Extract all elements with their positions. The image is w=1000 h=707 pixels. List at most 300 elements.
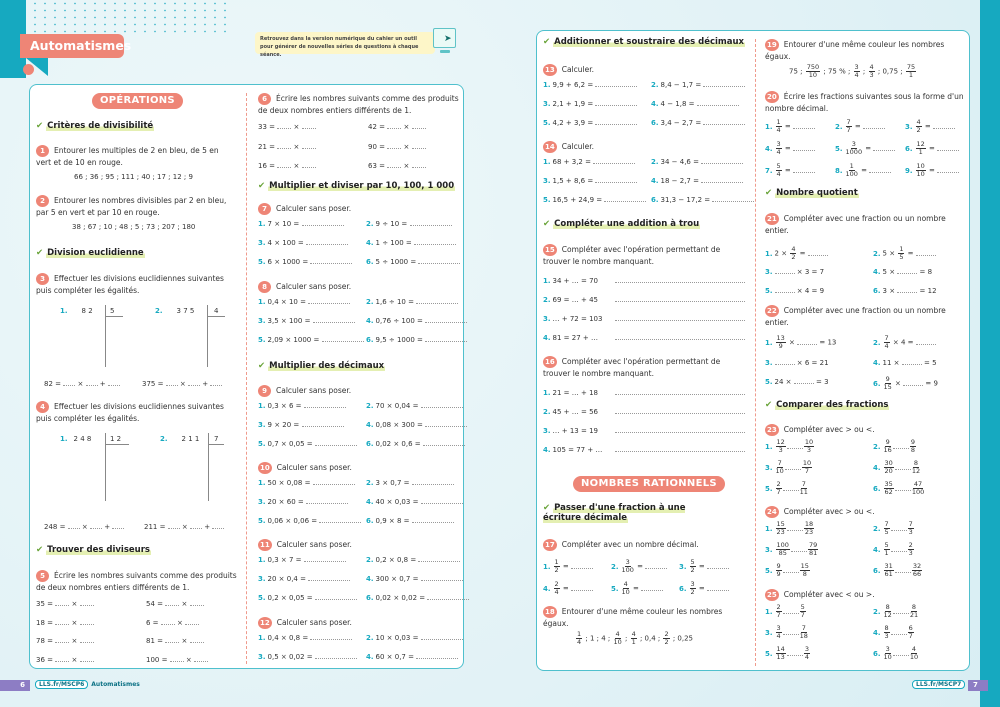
calc-item: 3. 0,5 × 0,02 = bbox=[258, 653, 357, 661]
answer-blank[interactable] bbox=[190, 642, 204, 643]
fraction: $\frac{7}{3}$ bbox=[908, 520, 913, 536]
exercise-number: 18 bbox=[545, 608, 555, 616]
category-operations: OPÉRATIONS bbox=[92, 93, 183, 109]
answer-blank[interactable] bbox=[315, 599, 357, 600]
calc-item: 1. 0,3 × 6 = bbox=[258, 402, 346, 410]
answer-blank[interactable] bbox=[712, 201, 754, 202]
answer-blank[interactable] bbox=[903, 385, 923, 386]
section-fracdec: ✔ Passer d'une fraction à une écriture décimale bbox=[543, 503, 686, 523]
fraction: $\frac{7}{5}$ bbox=[884, 520, 889, 536]
cursor-icon: ➤ bbox=[444, 34, 452, 44]
section-mult10: ✔ Multiplier et diviser par 10, 100, 1 000 bbox=[258, 181, 455, 191]
compare-item: 1. $\frac{2}{7}$ $\frac{5}{7}$ bbox=[765, 603, 805, 619]
compare-item: 5. $\frac{2}{7}$ $\frac{7}{11}$ bbox=[765, 480, 808, 496]
answer-blank[interactable] bbox=[161, 624, 175, 625]
answer-blank[interactable] bbox=[615, 451, 745, 452]
answer-blank[interactable] bbox=[783, 572, 799, 573]
check-icon: ✔ bbox=[36, 121, 44, 131]
fraction: $\frac{4}{2}$ bbox=[916, 118, 921, 134]
exercise-13: 13 Calculer. bbox=[545, 65, 595, 74]
check-icon: ✔ bbox=[543, 503, 551, 513]
answer-blank[interactable] bbox=[63, 385, 75, 386]
exercise-number: 1 bbox=[36, 145, 49, 157]
answer-blank[interactable] bbox=[412, 522, 454, 523]
calc-item: 6. 3,4 − 2,7 = bbox=[651, 119, 745, 127]
exercise-18: 18 Entourer d'une même couleur les nombres égaux. bbox=[543, 607, 723, 628]
division-bar bbox=[207, 305, 208, 367]
calc-item: 4. 40 × 0,03 = bbox=[366, 498, 463, 506]
answer-blank[interactable] bbox=[595, 86, 637, 87]
exercise-2-list: 38 ; 67 ; 10 ; 48 ; 5 ; 73 ; 207 ; 180 bbox=[72, 223, 196, 231]
exercise-1: 1 Entourer les multiples de 2 en bleu, de 5 en vert et de 10 en rouge. bbox=[36, 146, 219, 167]
calc-item: 6. 31,3 − 17,2 = bbox=[651, 196, 754, 204]
product-item: 78 = × bbox=[36, 637, 94, 645]
product-item: 35 = × bbox=[36, 600, 94, 608]
product-item: 63 = × bbox=[368, 162, 426, 170]
calc-item: 1. 9,9 + 6,2 = bbox=[543, 81, 637, 89]
calc-item: 2. 70 × 0,04 = bbox=[366, 402, 463, 410]
exercise-number: 20 bbox=[767, 93, 777, 101]
calc-item: 1. 7 × 10 = bbox=[258, 220, 344, 228]
exercise-number: 25 bbox=[767, 591, 777, 599]
exercise-23: 23 Compléter avec > ou <. bbox=[767, 425, 875, 434]
answer-blank[interactable] bbox=[414, 244, 456, 245]
ex22-item: 1. $\frac{13}{9}$ × = 13 bbox=[765, 334, 837, 350]
answer-blank[interactable] bbox=[791, 551, 807, 552]
answer-blank[interactable] bbox=[897, 292, 917, 293]
answer-blank[interactable] bbox=[797, 344, 817, 345]
compare-item: 5. $\frac{9}{9}$ $\frac{15}{8}$ bbox=[765, 562, 809, 578]
answer-blank[interactable] bbox=[891, 551, 907, 552]
fraction: $\frac{12}{3}$ bbox=[776, 438, 785, 454]
answer-blank[interactable] bbox=[703, 86, 745, 87]
exercise-number: 21 bbox=[767, 215, 777, 223]
answer-blank[interactable] bbox=[595, 182, 637, 183]
answer-blank[interactable] bbox=[387, 148, 401, 149]
answer-blank[interactable] bbox=[701, 163, 743, 164]
answer-blank[interactable] bbox=[793, 128, 815, 129]
answer-blank[interactable] bbox=[302, 426, 344, 427]
trou-item: 4. 81 = 27 + … bbox=[543, 334, 745, 342]
answer-blank[interactable] bbox=[916, 255, 936, 256]
fraction: $\frac{4}{10}$ bbox=[909, 645, 919, 661]
answer-blank[interactable] bbox=[703, 124, 745, 125]
answer-blank[interactable] bbox=[893, 613, 909, 614]
answer-blank[interactable] bbox=[873, 150, 895, 151]
answer-blank[interactable] bbox=[595, 105, 637, 106]
exercise-number: 15 bbox=[545, 246, 555, 254]
section-euclid: ✔ Division euclidienne bbox=[36, 248, 144, 258]
calc-item: 2. 10 × 0,03 = bbox=[366, 634, 463, 642]
answer-blank[interactable] bbox=[302, 167, 316, 168]
exercise-15: 15 Compléter avec l'opération permettant de trouver le nombre manquant. bbox=[543, 245, 721, 266]
division-4-1: 1. 2 4 8 bbox=[60, 435, 92, 443]
fraction: $\frac{100}{85}$ bbox=[776, 541, 789, 557]
calc-item: 5. 0,7 × 0,05 = bbox=[258, 440, 357, 448]
answer-blank[interactable] bbox=[306, 503, 348, 504]
answer-blank[interactable] bbox=[412, 128, 426, 129]
compare-item: 3. $\frac{100}{85}$ $\frac{79}{81}$ bbox=[765, 541, 818, 557]
calc-item: 5. 2,09 × 1000 = bbox=[258, 336, 364, 344]
ex22-item: 4. 11 × = 5 bbox=[873, 359, 937, 367]
answer-blank[interactable] bbox=[895, 572, 911, 573]
answer-blank[interactable] bbox=[313, 484, 355, 485]
answer-blank[interactable] bbox=[783, 490, 799, 491]
compare-item: 5. $\frac{14}{13}$ $\frac{3}{4}$ bbox=[765, 645, 809, 661]
trou-item: 3. … + 13 = 19 bbox=[543, 427, 745, 435]
trou-item: 4. 105 = 77 + … bbox=[543, 446, 745, 454]
fraction-item: 4. $\frac{3}{4}$ = bbox=[765, 141, 815, 156]
answer-blank[interactable] bbox=[168, 528, 180, 529]
answer-blank[interactable] bbox=[304, 407, 346, 408]
fraction: $\frac{30}{20}$ bbox=[884, 459, 893, 475]
fraction-item: 1. $\frac{1}{4}$ = bbox=[765, 119, 815, 134]
answer-blank[interactable] bbox=[308, 580, 350, 581]
answer-blank[interactable] bbox=[641, 590, 663, 591]
answer-blank[interactable] bbox=[427, 599, 469, 600]
link-mscp7[interactable]: LLS.fr/MSCP7 bbox=[912, 680, 965, 689]
compare-item: 4. $\frac{8}{3}$ $\frac{6}{7}$ bbox=[873, 624, 913, 640]
fraction: $\frac{14}{13}$ bbox=[776, 645, 785, 661]
column-divider bbox=[246, 93, 247, 664]
exercise-14: 14 Calculer. bbox=[545, 142, 595, 151]
calc-item: 4. 1 ÷ 100 = bbox=[366, 239, 456, 247]
right-page-card bbox=[536, 30, 970, 671]
fraction: $\frac{8}{12}$ bbox=[883, 603, 892, 619]
calc-item: 2. 34 − 4,6 = bbox=[651, 158, 743, 166]
answer-blank[interactable] bbox=[697, 105, 739, 106]
answer-blank[interactable] bbox=[787, 448, 803, 449]
answer-blank[interactable] bbox=[775, 364, 795, 365]
answer-blank[interactable] bbox=[277, 167, 291, 168]
fraction: $\frac{79}{81}$ bbox=[808, 541, 818, 557]
fraction: $\frac{2}{7}$ bbox=[776, 603, 781, 619]
answer-blank[interactable] bbox=[863, 128, 885, 129]
exercise-number: 2 bbox=[36, 195, 49, 207]
answer-blank[interactable] bbox=[902, 364, 922, 365]
answer-blank[interactable] bbox=[90, 528, 102, 529]
product-item: 21 = × bbox=[258, 143, 316, 151]
fraction: $\frac{18}{23}$ bbox=[804, 520, 814, 536]
fraction: $\frac{3}{2}$ bbox=[690, 580, 695, 596]
product-item: 90 = × bbox=[368, 143, 426, 151]
ex22-item: 6. $\frac{9}{15}$ × = 9 bbox=[873, 375, 938, 391]
answer-blank[interactable] bbox=[869, 172, 891, 173]
calc-item: 3. 2,1 + 1,9 = bbox=[543, 100, 637, 108]
product-item: 81 = × bbox=[146, 637, 204, 645]
ex22-item: 3. × 6 = 21 bbox=[765, 359, 829, 367]
answer-blank[interactable] bbox=[387, 128, 401, 129]
fraction: $\frac{9}{9}$ bbox=[776, 562, 781, 578]
answer-blank[interactable] bbox=[165, 642, 179, 643]
product-item: 42 = × bbox=[368, 123, 426, 131]
product-item: 6 = × bbox=[146, 619, 199, 627]
answer-blank[interactable] bbox=[421, 639, 463, 640]
calc-item: 1. 0,3 × 7 = bbox=[258, 556, 346, 564]
answer-blank[interactable] bbox=[615, 432, 745, 433]
answer-blank[interactable] bbox=[80, 642, 94, 643]
answer-blank[interactable] bbox=[615, 320, 745, 321]
calc-item: 1. 0,4 × 0,8 = bbox=[258, 634, 352, 642]
digital-tip: Retrouvez dans la version numérique du cahier un outil pour générer de nouvelles séries de questions à chaque séance. bbox=[255, 32, 435, 54]
exercise-25: 25 Compléter avec < ou >. bbox=[767, 590, 875, 599]
fraction-item: 5. $\frac{4}{10}$ = bbox=[611, 581, 663, 596]
answer-blank[interactable] bbox=[615, 413, 745, 414]
answer-blank[interactable] bbox=[412, 484, 454, 485]
answer-blank[interactable] bbox=[68, 528, 80, 529]
division-3-1: 1. 8 2 bbox=[60, 307, 93, 315]
answer-blank[interactable] bbox=[595, 124, 637, 125]
answer-blank[interactable] bbox=[897, 273, 917, 274]
answer-blank[interactable] bbox=[707, 590, 729, 591]
check-icon: ✔ bbox=[258, 181, 266, 191]
answer-blank[interactable] bbox=[412, 167, 426, 168]
answer-blank[interactable] bbox=[421, 407, 463, 408]
answer-blank[interactable] bbox=[891, 530, 907, 531]
answer-blank[interactable] bbox=[571, 590, 593, 591]
answer-blank[interactable] bbox=[891, 634, 907, 635]
fraction-item: 7. $\frac{5}{4}$ = bbox=[765, 163, 815, 178]
answer-blank[interactable] bbox=[916, 344, 936, 345]
answer-blank[interactable] bbox=[108, 385, 120, 386]
answer-blank[interactable] bbox=[315, 658, 357, 659]
category-rationnels: NOMBRES RATIONNELS bbox=[573, 476, 725, 492]
fraction: $\frac{10}{7}$ bbox=[802, 459, 812, 475]
answer-blank[interactable] bbox=[277, 148, 291, 149]
answer-blank[interactable] bbox=[304, 561, 346, 562]
answer-blank[interactable] bbox=[783, 634, 799, 635]
answer-blank[interactable] bbox=[604, 201, 646, 202]
answer-blank[interactable] bbox=[170, 661, 184, 662]
answer-blank[interactable] bbox=[387, 167, 401, 168]
answer-blank[interactable] bbox=[322, 341, 364, 342]
answer-blank[interactable] bbox=[425, 322, 467, 323]
answer-blank[interactable] bbox=[895, 490, 911, 491]
exercise-number: 22 bbox=[767, 307, 777, 315]
answer-blank[interactable] bbox=[412, 148, 426, 149]
monitor-icon[interactable] bbox=[433, 28, 456, 48]
fraction-item: 5. $\frac{3}{1000}$ = bbox=[835, 141, 895, 156]
fraction: $\frac{8}{12}$ bbox=[911, 459, 921, 475]
answer-blank[interactable] bbox=[55, 661, 69, 662]
calc-item: 3. 20 × 0,4 = bbox=[258, 575, 350, 583]
answer-blank[interactable] bbox=[410, 225, 452, 226]
answer-blank[interactable] bbox=[277, 128, 291, 129]
fraction: $\frac{15}{23}$ bbox=[776, 520, 785, 536]
answer-blank[interactable] bbox=[787, 655, 803, 656]
answer-blank[interactable] bbox=[302, 128, 316, 129]
equality-3-1: 82 = × + bbox=[44, 380, 120, 388]
answer-blank[interactable] bbox=[112, 528, 124, 529]
exercise-12: 12 Calculer sans poser. bbox=[260, 618, 352, 627]
answer-blank[interactable] bbox=[418, 561, 460, 562]
answer-blank[interactable] bbox=[190, 528, 202, 529]
calc-item: 2. 0,2 × 0,8 = bbox=[366, 556, 460, 564]
answer-blank[interactable] bbox=[302, 148, 316, 149]
fraction-item: 6. $\frac{3}{2}$ = bbox=[679, 581, 729, 596]
fraction: $\frac{7}{7}$ bbox=[846, 118, 851, 134]
answer-blank[interactable] bbox=[775, 292, 795, 293]
answer-blank[interactable] bbox=[212, 528, 224, 529]
answer-blank[interactable] bbox=[302, 225, 344, 226]
calc-item: 5. 0,06 × 0,06 = bbox=[258, 517, 361, 525]
answer-blank[interactable] bbox=[418, 263, 460, 264]
answer-blank[interactable] bbox=[425, 341, 467, 342]
answer-blank[interactable] bbox=[416, 303, 458, 304]
answer-blank[interactable] bbox=[421, 580, 463, 581]
fraction: $\frac{2}{7}$ bbox=[776, 480, 781, 496]
ex22-item: 2. $\frac{7}{4}$ × 4 = bbox=[873, 335, 936, 350]
fraction: $\frac{32}{66}$ bbox=[912, 562, 922, 578]
exercise-20: 20 Écrire les fractions suivantes sous la forme d'un nombre décimal. bbox=[765, 92, 964, 113]
ex21-item: 2. 5 × $\frac{1}{5}$ = bbox=[873, 246, 936, 261]
answer-blank[interactable] bbox=[571, 568, 593, 569]
answer-blank[interactable] bbox=[165, 605, 179, 606]
answer-blank[interactable] bbox=[937, 150, 959, 151]
answer-blank[interactable] bbox=[310, 263, 352, 264]
answer-blank[interactable] bbox=[423, 445, 465, 446]
column-divider bbox=[755, 39, 756, 666]
answer-blank[interactable] bbox=[775, 273, 795, 274]
calc-item: 4. 0,76 ÷ 100 = bbox=[366, 317, 467, 325]
exercise-1-list: 66 ; 36 ; 95 ; 111 ; 40 ; 17 ; 12 ; 9 bbox=[74, 173, 193, 181]
exercise-7: 7 Calculer sans poser. bbox=[258, 203, 458, 215]
answer-blank[interactable] bbox=[308, 303, 350, 304]
exercise-number: 12 bbox=[260, 619, 270, 627]
footer-right bbox=[912, 680, 965, 689]
calc-item: 4. 300 × 0,7 = bbox=[366, 575, 463, 583]
page-number-left: 6 bbox=[0, 680, 30, 691]
calc-item: 6. 0,02 × 0,02 = bbox=[366, 594, 469, 602]
fraction: $\frac{10}{10}$ bbox=[916, 162, 925, 178]
product-item: 36 = × bbox=[36, 656, 94, 664]
answer-blank[interactable] bbox=[310, 639, 352, 640]
answer-blank[interactable] bbox=[185, 624, 199, 625]
answer-blank[interactable] bbox=[416, 658, 458, 659]
answer-blank[interactable] bbox=[55, 605, 69, 606]
ex21-item: 3. × 3 = 7 bbox=[765, 268, 825, 276]
answer-blank[interactable] bbox=[55, 624, 69, 625]
fraction: $\frac{31}{61}$ bbox=[884, 562, 893, 578]
exercise-number: 11 bbox=[260, 541, 270, 549]
answer-blank[interactable] bbox=[701, 182, 743, 183]
divisor: 1 2 bbox=[110, 435, 122, 443]
answer-blank[interactable] bbox=[783, 613, 799, 614]
exercise-number: 3 bbox=[36, 273, 49, 285]
fraction: $\frac{1}{4}$ bbox=[776, 118, 781, 134]
divisor: 4 bbox=[214, 307, 219, 315]
fraction: $\frac{35}{62}$ bbox=[884, 480, 893, 496]
fraction: $\frac{5}{7}$ bbox=[800, 603, 805, 619]
calc-item: 4. 60 × 0,7 = bbox=[366, 653, 458, 661]
calc-item: 3. 3,5 × 100 = bbox=[258, 317, 355, 325]
calc-item: 4. 18 − 2,7 = bbox=[651, 177, 743, 185]
answer-blank[interactable] bbox=[793, 172, 815, 173]
ex21-item: 5. × 4 = 9 bbox=[765, 287, 825, 295]
answer-blank[interactable] bbox=[80, 624, 94, 625]
answer-blank[interactable] bbox=[615, 282, 745, 283]
division-bar bbox=[105, 305, 106, 367]
answer-blank[interactable] bbox=[421, 503, 463, 504]
monitor-stand bbox=[440, 50, 450, 53]
fraction: $\frac{12}{1}$ bbox=[916, 140, 925, 156]
answer-blank[interactable] bbox=[188, 385, 200, 386]
division-bar bbox=[105, 316, 123, 317]
divisor: 7 bbox=[214, 435, 219, 443]
fraction: $\frac{3}{4}$ bbox=[776, 624, 781, 640]
link-mscp6[interactable]: LLS.fr/MSCP6 bbox=[35, 680, 88, 689]
answer-blank[interactable] bbox=[895, 469, 911, 470]
fraction: $\frac{6}{7}$ bbox=[908, 624, 913, 640]
answer-blank[interactable] bbox=[794, 383, 814, 384]
exercise-number: 14 bbox=[545, 143, 555, 151]
answer-blank[interactable] bbox=[593, 163, 635, 164]
answer-blank[interactable] bbox=[793, 150, 815, 151]
answer-blank[interactable] bbox=[808, 255, 828, 256]
fraction-item: 9. $\frac{10}{10}$ = bbox=[905, 163, 959, 178]
fraction: $\frac{3}{4}$ bbox=[804, 645, 809, 661]
answer-blank[interactable] bbox=[785, 469, 801, 470]
answer-blank[interactable] bbox=[313, 322, 355, 323]
calc-item: 6. 5 ÷ 1000 = bbox=[366, 258, 460, 266]
fraction: $\frac{5}{1}$ bbox=[884, 541, 889, 557]
compare-item: 1. $\frac{12}{3}$ $\frac{10}{3}$ bbox=[765, 438, 814, 454]
answer-blank[interactable] bbox=[319, 522, 361, 523]
answer-blank[interactable] bbox=[645, 568, 667, 569]
answer-blank[interactable] bbox=[190, 605, 204, 606]
exercise-18-list: $\frac{1}{4}$ ; 1 ; 4 ; $\frac{4}{10}$ ; $\frac{4}{1}$ ; 0,4 ; $\frac{2}{2}$ ; 0,25 bbox=[577, 630, 694, 646]
section-divisibilite: ✔ Critères de divisibilité bbox=[36, 121, 154, 131]
answer-blank[interactable] bbox=[315, 445, 357, 446]
answer-blank[interactable] bbox=[937, 172, 959, 173]
answer-blank[interactable] bbox=[306, 244, 348, 245]
answer-blank[interactable] bbox=[615, 394, 745, 395]
answer-blank[interactable] bbox=[787, 530, 803, 531]
fraction: $\frac{15}{8}$ bbox=[800, 562, 809, 578]
check-icon: ✔ bbox=[258, 361, 266, 371]
calc-item: 3. 1,5 + 8,6 = bbox=[543, 177, 637, 185]
calc-item: 1. 68 + 3,2 = bbox=[543, 158, 635, 166]
calc-item: 2. 8,4 − 1,7 = bbox=[651, 81, 745, 89]
trou-item: 2. 69 = … + 45 bbox=[543, 296, 745, 304]
exercise-number: 9 bbox=[258, 385, 271, 397]
answer-blank[interactable] bbox=[707, 568, 729, 569]
exercise-number: 4 bbox=[36, 401, 49, 413]
exercise-21: 21 Compléter avec une fraction ou un nombre entier. bbox=[765, 214, 946, 235]
answer-blank[interactable] bbox=[166, 385, 178, 386]
fraction: $\frac{9}{8}$ bbox=[910, 438, 915, 454]
answer-blank[interactable] bbox=[55, 642, 69, 643]
answer-blank[interactable] bbox=[80, 661, 94, 662]
answer-blank[interactable] bbox=[893, 448, 909, 449]
answer-blank[interactable] bbox=[933, 128, 955, 129]
check-icon: ✔ bbox=[765, 400, 773, 410]
divisor: 5 bbox=[110, 307, 115, 315]
exercise-10: 10 Calculer sans poser. bbox=[260, 463, 352, 472]
answer-blank[interactable] bbox=[615, 301, 745, 302]
answer-blank[interactable] bbox=[80, 605, 94, 606]
answer-blank[interactable] bbox=[86, 385, 98, 386]
answer-blank[interactable] bbox=[210, 385, 222, 386]
fraction: $\frac{47}{100}$ bbox=[911, 480, 925, 496]
answer-blank[interactable] bbox=[194, 661, 208, 662]
calc-item: 3. 4 × 100 = bbox=[258, 239, 348, 247]
answer-blank[interactable] bbox=[425, 426, 467, 427]
answer-blank[interactable] bbox=[893, 655, 909, 656]
answer-blank[interactable] bbox=[615, 339, 745, 340]
equality-4-1: 248 = × + bbox=[44, 523, 124, 531]
fraction: $\frac{1}{100}$ bbox=[845, 162, 858, 178]
